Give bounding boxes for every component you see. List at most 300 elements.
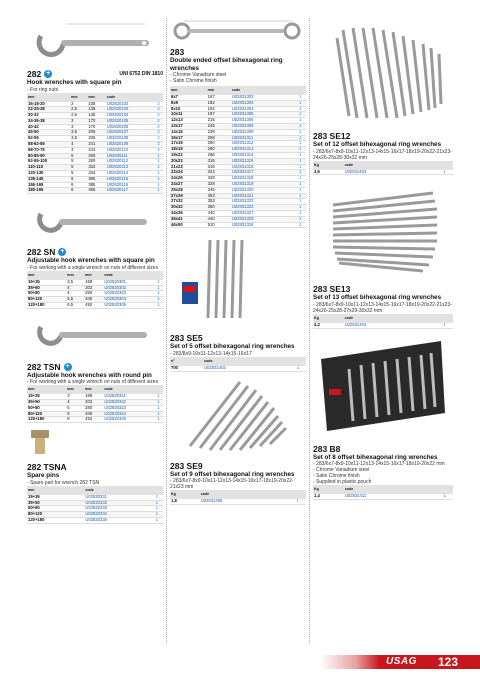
table-cell: 135: [87, 107, 105, 113]
table-cell: 1: [294, 216, 306, 222]
product-code: 282 SN +: [27, 247, 65, 258]
table-cell: 3,5: [66, 280, 84, 285]
table-row: [27, 517, 163, 523]
page-number: 123: [438, 655, 459, 669]
table-cell: 1: [294, 222, 306, 228]
table-cell: U02831334: [231, 222, 295, 228]
table-cell: 260: [87, 159, 105, 165]
table-cell: 1: [294, 158, 306, 164]
table-cell: U02831311: [231, 135, 295, 141]
wrench-set-9-image: [170, 376, 306, 456]
table-cell: U02820304: [103, 297, 153, 303]
table-cell: 1: [294, 100, 306, 106]
table-cell: U02820111: [106, 153, 154, 159]
product-bullet: - Supplied in plastic pouch: [313, 479, 372, 486]
table-cell: U02820324: [103, 411, 153, 417]
table-cell: 120+180: [27, 302, 66, 308]
table-cell: 2: [70, 102, 87, 107]
table-cell: 440: [207, 210, 231, 216]
table-cell: 1: [154, 280, 163, 285]
product-bullet: - Satin Chrome finish: [170, 78, 217, 84]
product-bullet: - 283/8x9-10x11-12x13-14x15-16x17: [170, 350, 252, 357]
product-table: mm mm mm code 16-18-20 2 108 U02820102 2 22-25-28 2,5 135 U02820103 2 30-32 2,5 135 U02820104 2 34-36-38 3 170 U02820105 2 40-42 3 170 U02820106 2 45-50 3,5 206 U02820107 2 52-55 3,5 206 U02820108 2 58-62-65 4 241 U02820109 2 68-70-75 4 241 U02820110 2 80-85-90 5 260 U02820111 1 92-95-100 5 260 U02820112 1 110-115 5 334 U02820113 1 120-130 5 334 U02820114 1 135-145 6 385 U02820115 1 155-165 6 385 U02820116 1 180-195 6 466 U02820117 1: [27, 93, 163, 195]
table-cell: 180-195: [27, 188, 70, 194]
table-cell: 4: [70, 147, 87, 153]
table-cell: 2: [154, 102, 163, 107]
table-cell: U02831329: [231, 216, 295, 222]
table-cell: 17x19: [170, 141, 207, 147]
product-code: 283 SE13: [313, 284, 351, 295]
table-cell: 700: [170, 366, 203, 371]
table-cell: 18x19: [170, 147, 207, 153]
table-cell: 2: [154, 124, 163, 130]
table-row: [313, 323, 453, 328]
table-cell: 1: [154, 176, 163, 182]
table-cell: 6: [70, 188, 87, 194]
table-cell: 135-145: [27, 176, 70, 182]
table-cell: 21x23: [170, 164, 207, 170]
wrench-set-13-image: [313, 179, 453, 279]
table-row: [170, 499, 306, 504]
table-cell: 5: [70, 165, 87, 171]
table-cell: 155-165: [27, 182, 70, 188]
table-cell: 290: [207, 147, 231, 153]
product-table: Kg code 1,4 U02831411 1: [313, 485, 453, 500]
table-cell: 68-70-75: [27, 147, 70, 153]
table-cell: U02820303: [103, 291, 153, 297]
table-cell: U02831321: [231, 193, 295, 199]
table-cell: 1: [294, 205, 306, 211]
table-cell: 466: [87, 188, 105, 194]
table-cell: 120-130: [27, 171, 70, 177]
table-cell: U02820110: [106, 147, 154, 153]
column-divider: [309, 18, 310, 643]
table-row: [27, 188, 163, 194]
table-cell: 316: [207, 158, 231, 164]
table-cell: 8x9: [170, 100, 207, 106]
table-cell: U02831318: [231, 176, 295, 182]
table-row: [313, 170, 453, 175]
table-cell: 2: [154, 142, 163, 148]
table-cell: 1: [154, 182, 163, 188]
table-cell: 1: [154, 188, 163, 194]
round-pin-hook-wrench-image: [27, 313, 163, 357]
table-cell: U02831309: [231, 129, 295, 135]
table-cell: 167: [207, 95, 231, 100]
table-cell: 1: [154, 417, 163, 423]
table-cell: U02831404: [344, 323, 436, 328]
table-cell: 80-85-90: [27, 153, 70, 159]
table-cell: 334: [87, 171, 105, 177]
table-cell: U02831314: [231, 152, 295, 158]
product-table: Kg code 1,8 U02831405 1: [170, 490, 306, 505]
table-cell: U02831327: [231, 210, 295, 216]
table-cell: 258: [207, 135, 231, 141]
table-cell: 1: [154, 297, 163, 303]
table-cell: U02831315: [231, 158, 295, 164]
table-cell: 25x28: [170, 187, 207, 193]
table-cell: 1: [294, 118, 306, 124]
table-cell: 1: [154, 405, 163, 411]
table-cell: 1: [294, 187, 306, 193]
table-cell: U02831319: [231, 181, 295, 187]
table-cell: 46x50: [170, 222, 207, 228]
table-cell: 334: [87, 165, 105, 171]
table-cell: 22x24: [170, 170, 207, 176]
column-divider: [166, 18, 167, 643]
table-cell: U02831312: [231, 141, 295, 147]
offset-ring-wrench-image: [170, 18, 306, 42]
product-bullet: - For working with a single wrench on nuts of different sizes: [27, 264, 159, 271]
table-cell: U02820325: [103, 417, 153, 423]
product-bullet: - For ring nuts: [27, 86, 59, 93]
table-row: [170, 366, 306, 371]
table-cell: 1: [154, 302, 163, 308]
table-cell: 2: [154, 136, 163, 142]
table-cell: 6: [66, 411, 84, 417]
table-cell: 280: [84, 405, 103, 411]
table-cell: 324: [207, 170, 231, 176]
table-cell: 36x41: [170, 216, 207, 222]
table-cell: 245: [207, 123, 231, 129]
table-cell: 250: [84, 291, 103, 297]
table-cell: 290: [207, 141, 231, 147]
table-cell: 16-18-20: [27, 102, 70, 107]
table-cell: 1: [436, 323, 453, 328]
product-title: Double ended offset bihexagonal ring wrenches: [170, 57, 283, 72]
wrench-pouch-image: [313, 335, 453, 439]
table-cell: 1: [294, 210, 306, 216]
table-cell: 202: [84, 400, 103, 406]
product-table: mm mm code 6x7 167 U02831302 1 8x9 182 U02831303 1 8x10 182 U02831304 1 10x11 197 U02831305 1 12x13 215 U02831306 1 13x17 245 U02831308 1 14x15 238 U02831309 1 16x17 258 U02831311 1 17x19 290 U02831312 1 18x19 290 U02831313 1 19x22 296 U02831314 1 20x22 316 U02831315 1 21x23 316 U02831316 1 22x24 324 U02831317 1 24x26 328 U02831318 1 24x27 328 U02831319 1 25x28 345 U02831320 1 27x29 353 U02831321 1 27x32 353 U02831323 1 30x32 360 U02831324 1 34x36 440 U02831327 1 36x41 440 U02831329 1 46x50 510 U02831334 1: [170, 86, 306, 228]
table-cell: 1: [154, 285, 163, 291]
product-table: mm mm mm code 15+35 3 168 U02820321 1 35+50 4 202 U02820322 1 50+80 5 280 U02820323 1 80+120 6 345 U02820324 1 120+180 8 492 U02820325 1: [27, 385, 163, 423]
spare-pin-image: [27, 427, 163, 457]
table-cell: 2,5: [70, 113, 87, 119]
table-cell: 1: [294, 170, 306, 176]
table-cell: 80+120: [27, 411, 66, 417]
table-cell: 1: [154, 159, 163, 165]
table-cell: U02831324: [231, 205, 295, 211]
product-table: mm mm mm code 15+35 3,5 168 U02820301 1 35+60 4 202 U02820302 1 50+80 4 250 U02820303 1 80+120 5,5 345 U02820304 1 120+180 6,5 492 U02820305 1: [27, 271, 163, 309]
table-cell: U02820105: [106, 118, 154, 124]
product-bullet: - 283/6x7-8x9-10x11-12x13-14x15-16x17-18x19-20x22-21x23 mm: [170, 478, 294, 491]
product-bullet: - For working with a single wrench on nuts of different sizes: [27, 379, 159, 386]
table-cell: 6,5: [66, 302, 84, 308]
product-bullet: - Chrome Vanadium steel: [170, 72, 227, 78]
table-cell: 5: [70, 153, 87, 159]
table-cell: 14x15: [170, 129, 207, 135]
table-cell: 92-95-100: [27, 159, 70, 165]
product-table: mm code 15+35 U02820331 1 35+50 U02820332 1 50+80 U02820333 1 80+120 U02820334 1 120+180 U02820335 1: [27, 486, 163, 524]
product-code: 282 TSNA: [27, 462, 67, 473]
table-cell: 170: [87, 124, 105, 130]
table-cell: 58-62-65: [27, 142, 70, 148]
table-cell: U02820335: [84, 517, 150, 523]
table-cell: 16x17: [170, 135, 207, 141]
table-cell: 2: [154, 113, 163, 119]
table-cell: 10x11: [170, 112, 207, 118]
table-cell: U02831306: [231, 118, 295, 124]
table-cell: 20x22: [170, 158, 207, 164]
table-cell: U02820102: [106, 102, 154, 107]
table-cell: 3: [70, 118, 87, 124]
table-cell: 6x7: [170, 95, 207, 100]
table-cell: 35+50: [27, 400, 66, 406]
table-cell: 2: [154, 147, 163, 153]
table-cell: 52-55: [27, 136, 70, 142]
table-cell: U02831320: [231, 187, 295, 193]
column-2: [170, 18, 306, 505]
page-footer: [380, 655, 480, 669]
table-cell: U02831316: [231, 164, 295, 170]
table-cell: 360: [207, 205, 231, 211]
table-cell: 5: [70, 159, 87, 165]
table-cell: U02820302: [103, 285, 153, 291]
product-title: Set of 13 offset bihexagonal ring wrenches: [313, 294, 442, 302]
table-cell: U02831411: [344, 494, 436, 499]
hook-wrench-image: [27, 18, 163, 64]
table-cell: 385: [87, 182, 105, 188]
table-cell: U02820112: [106, 159, 154, 165]
product-title: Hook wrenches with square pin: [27, 79, 122, 86]
table-cell: 1: [154, 165, 163, 171]
info-plus-icon[interactable]: +: [46, 70, 51, 77]
table-cell: 1: [289, 499, 306, 504]
product-code: 283: [170, 47, 185, 57]
table-cell: 1: [436, 494, 453, 499]
table-cell: 3: [70, 124, 87, 130]
info-plus-icon[interactable]: +: [65, 362, 70, 370]
table-cell: U02820323: [103, 405, 153, 411]
product-code: 282 + UNI 6752 DIN 1810: [27, 69, 163, 79]
table-cell: 34x36: [170, 210, 207, 216]
table-cell: 241: [87, 142, 105, 148]
table-cell: 1: [294, 141, 306, 147]
table-cell: 5: [66, 405, 84, 411]
table-cell: 1: [151, 512, 163, 518]
table-cell: 1: [294, 129, 306, 135]
table-cell: U02831403: [344, 170, 436, 175]
product-code: 283 B8: [313, 443, 341, 454]
table-cell: 1: [294, 193, 306, 199]
table-cell: 1: [154, 394, 163, 399]
table-cell: 15+35: [27, 394, 66, 399]
table-cell: 15+35: [27, 495, 79, 500]
table-cell: 197: [207, 112, 231, 118]
table-cell: 50+80: [27, 291, 66, 297]
table-cell: 345: [84, 411, 103, 417]
table-cell: 6: [70, 176, 87, 182]
table-cell: 215: [207, 118, 231, 124]
table-cell: 8: [66, 417, 84, 423]
table-cell: 35+50: [27, 500, 79, 506]
info-plus-icon[interactable]: +: [60, 248, 65, 256]
table-cell: 1: [294, 164, 306, 170]
wrench-set-12-image: [313, 18, 453, 126]
table-cell: 1,4: [313, 494, 344, 499]
table-cell: 4: [66, 285, 84, 291]
table-cell: 15+35: [27, 280, 66, 285]
table-cell: 120+180: [27, 517, 79, 523]
table-cell: U02831304: [231, 106, 295, 112]
table-cell: 353: [207, 199, 231, 205]
table-cell: 4: [70, 142, 87, 148]
table-cell: 80+120: [27, 512, 79, 518]
product-title: Adjustable hook wrenches with round pin: [27, 371, 152, 379]
table-cell: 1: [294, 152, 306, 158]
table-cell: 120+180: [27, 417, 66, 423]
table-cell: 182: [207, 100, 231, 106]
product-title: Set of 9 offset bihexagonal ring wrenches: [170, 470, 295, 478]
table-cell: 8x10: [170, 106, 207, 112]
table-cell: 1: [294, 176, 306, 182]
table-cell: 440: [207, 216, 231, 222]
table-cell: 168: [84, 280, 103, 285]
product-code: 283 SE5: [170, 333, 203, 344]
table-cell: 1: [151, 500, 163, 506]
table-row: [27, 302, 163, 308]
table-cell: 182: [207, 106, 231, 112]
table-cell: 1: [154, 291, 163, 297]
table-cell: 80+120: [27, 297, 66, 303]
table-cell: 1: [294, 95, 306, 100]
table-cell: 27x32: [170, 199, 207, 205]
table-cell: U02831313: [231, 147, 295, 153]
table-cell: 6: [70, 182, 87, 188]
adjustable-hook-wrench-image: [27, 200, 163, 242]
table-cell: U02831323: [231, 199, 295, 205]
table-cell: 2,5: [70, 107, 87, 113]
product-code: 283 SE9: [170, 460, 203, 471]
column-1: [27, 18, 163, 524]
product-bullet: - 283/6x7-8x9-10x11-12x13-14x15-16x17-18x19-20x22-21x23-24x26-25x28-27x29-30x32 mm: [313, 301, 452, 314]
table-cell: 45-50: [27, 130, 70, 136]
table-cell: 1: [294, 199, 306, 205]
table-cell: 24x27: [170, 181, 207, 187]
table-cell: U02820301: [103, 280, 153, 285]
table-cell: 260: [87, 153, 105, 159]
table-cell: 492: [84, 417, 103, 423]
table-cell: 1: [294, 106, 306, 112]
table-cell: 110-115: [27, 165, 70, 171]
table-cell: U02820109: [106, 142, 154, 148]
table-cell: U02820107: [106, 130, 154, 136]
table-cell: 4,2: [313, 323, 344, 328]
table-cell: 1: [154, 171, 163, 177]
product-title: Set of 5 offset bihexagonal ring wrenches: [170, 343, 295, 351]
table-cell: U02820117: [106, 188, 154, 194]
table-cell: U02820106: [106, 124, 154, 130]
table-cell: U02820113: [106, 165, 154, 171]
table-row: [313, 494, 453, 499]
table-cell: U02820332: [84, 500, 150, 506]
table-cell: 35+60: [27, 285, 66, 291]
table-cell: U02831308: [231, 123, 295, 129]
table-cell: 3,5: [70, 130, 87, 136]
table-cell: U02820321: [103, 394, 153, 399]
table-cell: 345: [207, 187, 231, 193]
table-cell: 1: [436, 170, 453, 175]
table-cell: 4: [66, 291, 84, 297]
brand-logo: USAG: [386, 656, 417, 667]
table-cell: 206: [87, 136, 105, 142]
table-cell: 1: [151, 506, 163, 512]
footer-stripe: [320, 655, 380, 669]
table-cell: 345: [84, 297, 103, 303]
table-cell: U02820103: [106, 107, 154, 113]
table-cell: U02831405: [200, 499, 290, 504]
table-cell: U02820334: [84, 512, 150, 518]
table-cell: 2: [154, 118, 163, 124]
table-cell: U02831303: [231, 100, 295, 106]
table-cell: 27x29: [170, 193, 207, 199]
table-cell: 238: [207, 129, 231, 135]
table-cell: 328: [207, 181, 231, 187]
table-cell: 1: [151, 517, 163, 523]
table-cell: 1: [294, 135, 306, 141]
table-cell: 135: [87, 113, 105, 119]
table-cell: 40-42: [27, 124, 70, 130]
product-title: Spare pins: [27, 472, 60, 480]
table-cell: 108: [87, 102, 105, 107]
product-bullet: - 283/6x7-8x9-10x11-12x13-14x15-16x17-18x19-20x22 mm: [313, 461, 445, 468]
table-cell: U02820333: [84, 506, 150, 512]
table-cell: U02831402: [203, 366, 290, 371]
table-cell: 1,8: [170, 499, 200, 504]
product-code: 282 TSN +: [27, 361, 70, 372]
table-cell: U02820116: [106, 182, 154, 188]
table-cell: 241: [87, 147, 105, 153]
table-cell: 22-25-28: [27, 107, 70, 113]
table-cell: U02820104: [106, 113, 154, 119]
table-cell: U02820331: [84, 495, 150, 500]
product-title: Set of 8 offset bihexagonal ring wrenches: [313, 453, 438, 461]
product-bullet: - Spare part for wrench 282 TSN: [27, 479, 100, 486]
table-cell: U02820115: [106, 176, 154, 182]
table-cell: 353: [207, 193, 231, 199]
table-cell: 1: [294, 181, 306, 187]
table-cell: 13x17: [170, 123, 207, 129]
table-cell: U02820322: [103, 400, 153, 406]
product-title: Adjustable hook wrenches with square pin: [27, 257, 155, 265]
table-cell: 2: [154, 130, 163, 136]
table-cell: 1: [294, 123, 306, 129]
table-cell: U02831302: [231, 95, 295, 100]
table-cell: 24x26: [170, 176, 207, 182]
table-cell: 385: [87, 176, 105, 182]
table-cell: 1: [290, 366, 306, 371]
table-cell: 50+80: [27, 506, 79, 512]
table-cell: 1: [294, 147, 306, 153]
table-cell: U02820114: [106, 171, 154, 177]
table-cell: 4: [66, 400, 84, 406]
wrench-set-5-image: [170, 232, 306, 328]
table-cell: 3,6: [313, 170, 344, 175]
table-cell: 19x22: [170, 152, 207, 158]
table-cell: U02831305: [231, 112, 295, 118]
table-cell: 30-32: [27, 113, 70, 119]
table-cell: 206: [87, 130, 105, 136]
product-bullet: - Satin Chrome finish: [313, 473, 360, 480]
table-cell: 1: [154, 153, 163, 159]
table-cell: U02831317: [231, 170, 295, 176]
product-bullet: - 283/6x7-8x9-10x11-12x13-14x15-16x17-18x19-20x22-21x23-24x26-25x28-30x32 mm: [313, 148, 452, 161]
table-cell: 296: [207, 152, 231, 158]
table-cell: 510: [207, 222, 231, 228]
product-table: Kg code 4,2 U02831404 1: [313, 314, 453, 329]
table-cell: 168: [84, 394, 103, 399]
